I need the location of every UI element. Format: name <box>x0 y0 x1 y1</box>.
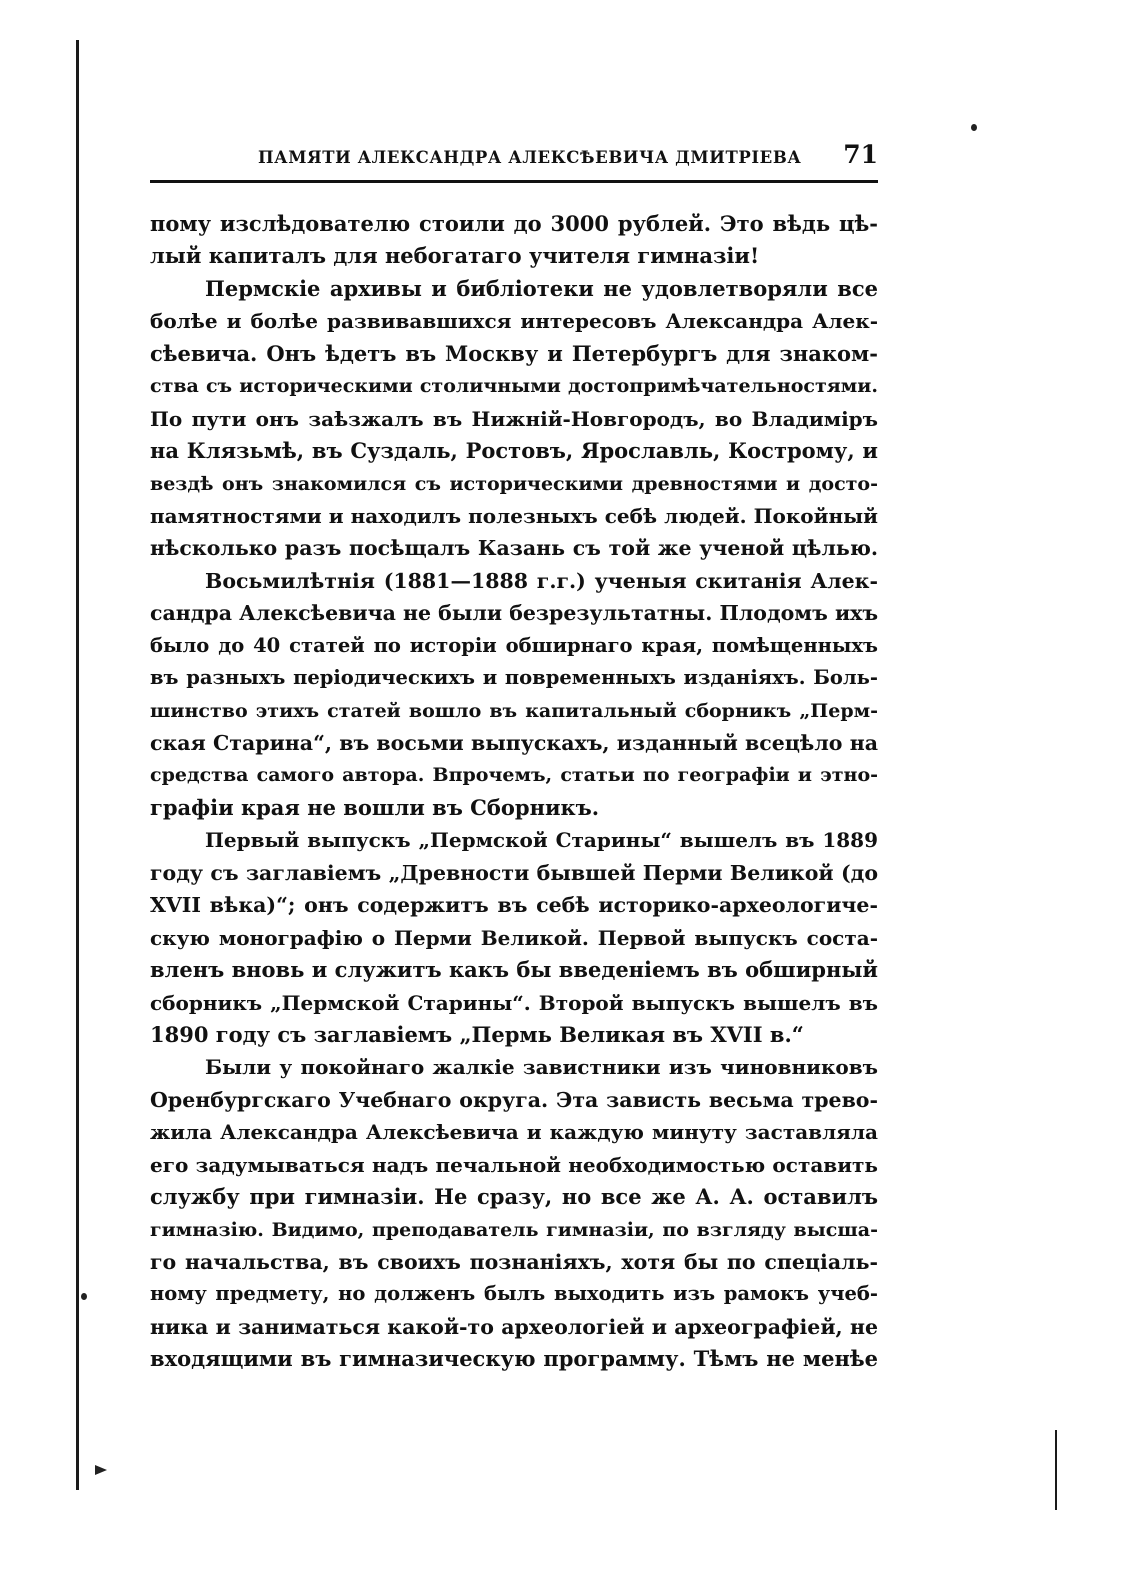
text-line: сѣевича. Онъ ѣдетъ въ Москву и Петербургъ для знаком- <box>150 340 878 366</box>
text-line: памятностями и находилъ полезныхъ себѣ людей. Покойный <box>150 503 878 528</box>
text-line: сборникъ „Пермской Старины“. Второй выпускъ вышелъ въ <box>150 990 878 1015</box>
text-line: 1890 году съ заглавіемъ „Пермь Великая въ XVII в.“ <box>150 1021 804 1047</box>
text-line: Пермскіе архивы и библіотеки не удовлетворяли все <box>205 275 878 301</box>
text-line: Восьмилѣтнія (1881—1888 г.г.) ученыя скитанія Алек- <box>205 568 878 593</box>
text-line: XVII вѣка)“; онъ содержитъ въ себѣ историко-археологиче- <box>150 893 878 918</box>
text-line: го начальства, въ своихъ познаніяхъ, хотя бы по спеціаль- <box>150 1250 878 1274</box>
text-line: болѣе и болѣе развивавшихся интересовъ Александра Алек- <box>150 309 878 334</box>
corner-mark <box>95 1465 107 1475</box>
header-rule <box>150 180 878 183</box>
text-line: нѣсколько разъ посѣщалъ Казань съ той же ученой цѣлью. <box>150 536 878 561</box>
running-title: ПАМЯТИ АЛЕКСАНДРА АЛЕКСѢЕВИЧА ДМИТРІЕВА <box>258 148 802 167</box>
text-line: Оренбургскаго Учебнаго округа. Эта зависть весьма трево- <box>150 1087 878 1112</box>
text-line: на Клязьмѣ, въ Суздаль, Ростовъ, Ярославль, Кострому, и <box>150 438 878 464</box>
text-line: гимназію. Видимо, преподаватель гимназіи, по взгляду высша- <box>150 1218 878 1241</box>
page-edge-line <box>76 40 79 1490</box>
text-line: Были у покойнаго жалкіе завистники изъ чиновниковъ <box>205 1055 878 1080</box>
text-line: было до 40 статей по исторіи обширнаго края, помѣщенныхъ <box>150 633 878 657</box>
text-line: лый капиталъ для небогатаго учителя гимназіи! <box>150 243 760 269</box>
text-line: его задумываться надъ печальной необходимостью оставить <box>150 1152 878 1177</box>
text-line: въ разныхъ періодическихъ и повременныхъ изданіяхъ. Боль- <box>150 666 878 690</box>
page-edge-mark <box>1055 1430 1057 1510</box>
page-number: 71 <box>843 140 878 169</box>
text-line: ства съ историческими столичными достопримѣчательностями. <box>150 375 878 398</box>
text-line: шинство этихъ статей вошло въ капитальный сборникъ „Перм- <box>150 699 878 722</box>
text-line: сандра Алексѣевича не были безрезультатны. Плодомъ ихъ <box>150 601 879 626</box>
text-line: вленъ вновь и служитъ какъ бы введеніемъ въ обширный <box>150 957 878 983</box>
text-line: пому изслѣдователю стоили до 3000 рублей. Это вѣдь цѣ- <box>150 211 878 236</box>
text-line: средства самого автора. Впрочемъ, статьи по географіи и этно- <box>150 764 878 787</box>
speck-mark <box>81 1293 87 1300</box>
text-line: По пути онъ заѣзжалъ въ Нижній-Новгородъ, во Владиміръ <box>150 406 878 431</box>
text-line: году съ заглавіемъ „Древности бывшей Перми Великой (до <box>150 860 878 885</box>
text-line: вездѣ онъ знакомился съ историческими древностями и досто- <box>150 472 878 495</box>
body-text <box>150 208 878 1376</box>
text-line: службу при гимназіи. Не сразу, но все же А. А. оставилъ <box>150 1184 878 1210</box>
text-line: ника и заниматься какой-то археологіей и археографіей, не <box>150 1314 878 1339</box>
text-line: скую монографію о Перми Великой. Первой выпускъ соста- <box>150 925 878 950</box>
text-line: ская Старина“, въ восьми выпускахъ, изданный всецѣло на <box>150 731 878 755</box>
text-line: входящими въ гимназическую программу. Тѣмъ не менѣе <box>150 1346 878 1372</box>
text-line: ному предмету, но долженъ былъ выходить изъ рамокъ учеб- <box>150 1282 878 1306</box>
text-line: жила Александра Алексѣевича и каждую минуту заставляла <box>150 1120 878 1145</box>
speck-mark <box>971 124 977 131</box>
text-line: графіи края не вошли въ Сборникъ. <box>150 794 600 820</box>
page-header <box>150 140 878 180</box>
text-line: Первый выпускъ „Пермской Старины“ вышелъ въ 1889 <box>205 828 878 853</box>
